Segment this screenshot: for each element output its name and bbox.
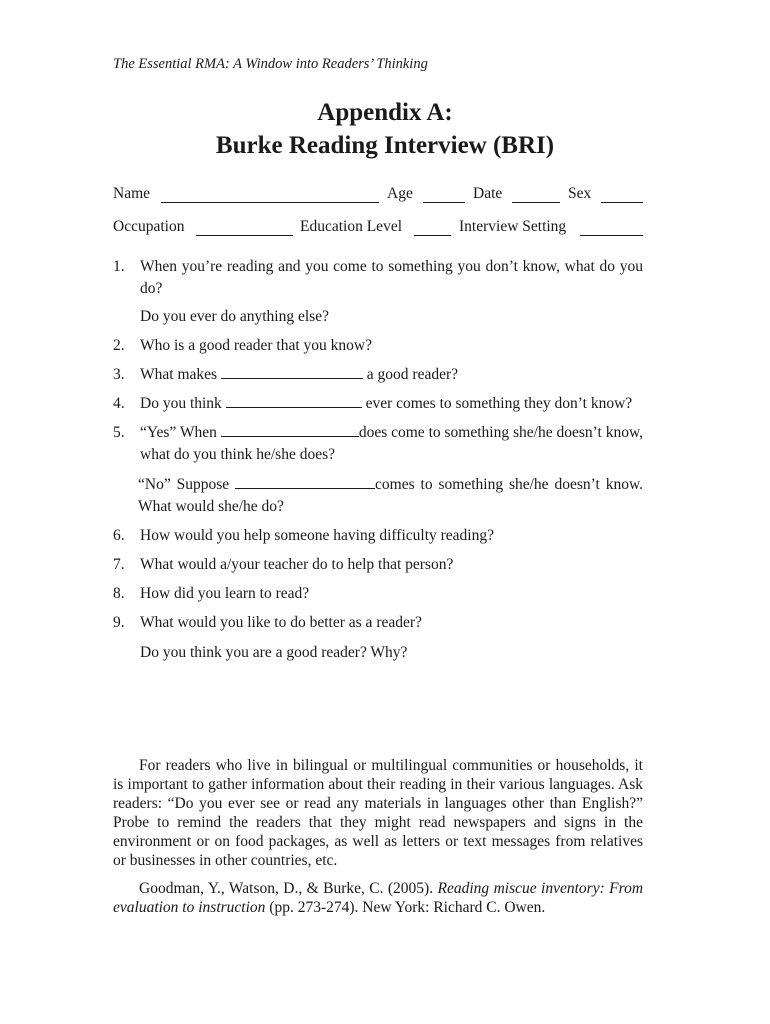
question-text bbox=[140, 393, 643, 415]
question-text-after: comes to something she/he doesn’t know. What would she/he do? bbox=[138, 476, 644, 515]
question-number: 4. bbox=[113, 395, 125, 412]
question-1-follow-up: Do you ever do anything else? bbox=[140, 308, 329, 325]
question-number: 2. bbox=[113, 337, 125, 354]
date-label: Date bbox=[473, 185, 503, 202]
question-5-no-branch bbox=[138, 474, 643, 518]
occupation-label: Occupation bbox=[113, 218, 185, 235]
age-label: Age bbox=[387, 185, 413, 202]
multilingual-note: For readers who live in bilingual or multilingual communities or households, it is important to gather information about their reading in their various languages. Ask readers: “Do you ever see or read any materials in languages other than English?” Probe to remind the readers that they might read newspapers and signs in the environment or on food packages, as well as letters or text messages from relatives or businesses in other countries, etc. bbox=[113, 757, 643, 869]
age-blank bbox=[423, 202, 465, 203]
education-level-label: Education Level bbox=[300, 218, 402, 235]
question-number: 7. bbox=[113, 556, 125, 573]
name-blank bbox=[161, 202, 379, 203]
question-text-before: “No” Suppose bbox=[138, 476, 230, 493]
name-label: Name bbox=[113, 185, 151, 202]
question-text: What would a/your teacher do to help that person? bbox=[140, 556, 454, 573]
running-header: The Essential RMA: A Window into Readers’ Thinking bbox=[113, 56, 428, 72]
question-text: When you’re reading and you come to something you don’t know, what do you do? bbox=[140, 258, 643, 297]
citation-pages-publisher: (pp. 273-274). New York: Richard C. Owen. bbox=[269, 899, 546, 916]
answer-blank bbox=[235, 475, 375, 489]
question-text bbox=[140, 422, 643, 466]
citation-book-title: Reading miscue inventory: From evaluation to instruction bbox=[113, 880, 644, 916]
answer-blank bbox=[226, 394, 362, 408]
interview-setting-label: Interview Setting bbox=[459, 218, 567, 235]
form-row-context bbox=[113, 218, 643, 240]
question-text-after: a good reader? bbox=[366, 366, 459, 383]
sex-blank bbox=[601, 202, 643, 203]
question-text: Who is a good reader that you know? bbox=[140, 337, 373, 354]
occupation-blank bbox=[196, 235, 293, 236]
question-9-follow-up: Do you think you are a good reader? Why? bbox=[140, 644, 408, 661]
question-text-before: “Yes” When bbox=[140, 424, 217, 441]
question-text: How did you learn to read? bbox=[140, 585, 310, 602]
question-text-after: does come to something she/he doesn’t know, what do you think he/she does? bbox=[140, 424, 644, 463]
sex-label: Sex bbox=[568, 185, 592, 202]
question-text: How would you help someone having difficulty reading? bbox=[140, 527, 494, 544]
interview-setting-blank bbox=[580, 235, 643, 236]
citation-authors: Goodman, Y., Watson, D., & Burke, C. (2005). bbox=[139, 880, 434, 897]
form-row-personal bbox=[113, 185, 643, 207]
question-number: 3. bbox=[113, 366, 125, 383]
question-text: What would you like to do better as a reader? bbox=[140, 614, 422, 631]
date-blank bbox=[512, 202, 560, 203]
question-number: 8. bbox=[113, 585, 125, 602]
question-text-before: What makes bbox=[140, 366, 218, 383]
answer-blank bbox=[221, 365, 363, 379]
appendix-subtitle: Burke Reading Interview (BRI) bbox=[215, 132, 555, 159]
citation bbox=[113, 879, 643, 917]
question-number: 1. bbox=[113, 258, 125, 275]
answer-blank bbox=[221, 423, 359, 437]
appendix-title: Appendix A: bbox=[317, 99, 453, 126]
question-number: 9. bbox=[113, 614, 125, 631]
education-level-blank bbox=[414, 235, 451, 236]
question-text bbox=[140, 364, 643, 386]
question-text-before: Do you think bbox=[140, 395, 222, 412]
question-number: 6. bbox=[113, 527, 125, 544]
question-text-after: ever comes to something they don’t know? bbox=[365, 395, 633, 412]
question-number: 5. bbox=[113, 424, 125, 441]
